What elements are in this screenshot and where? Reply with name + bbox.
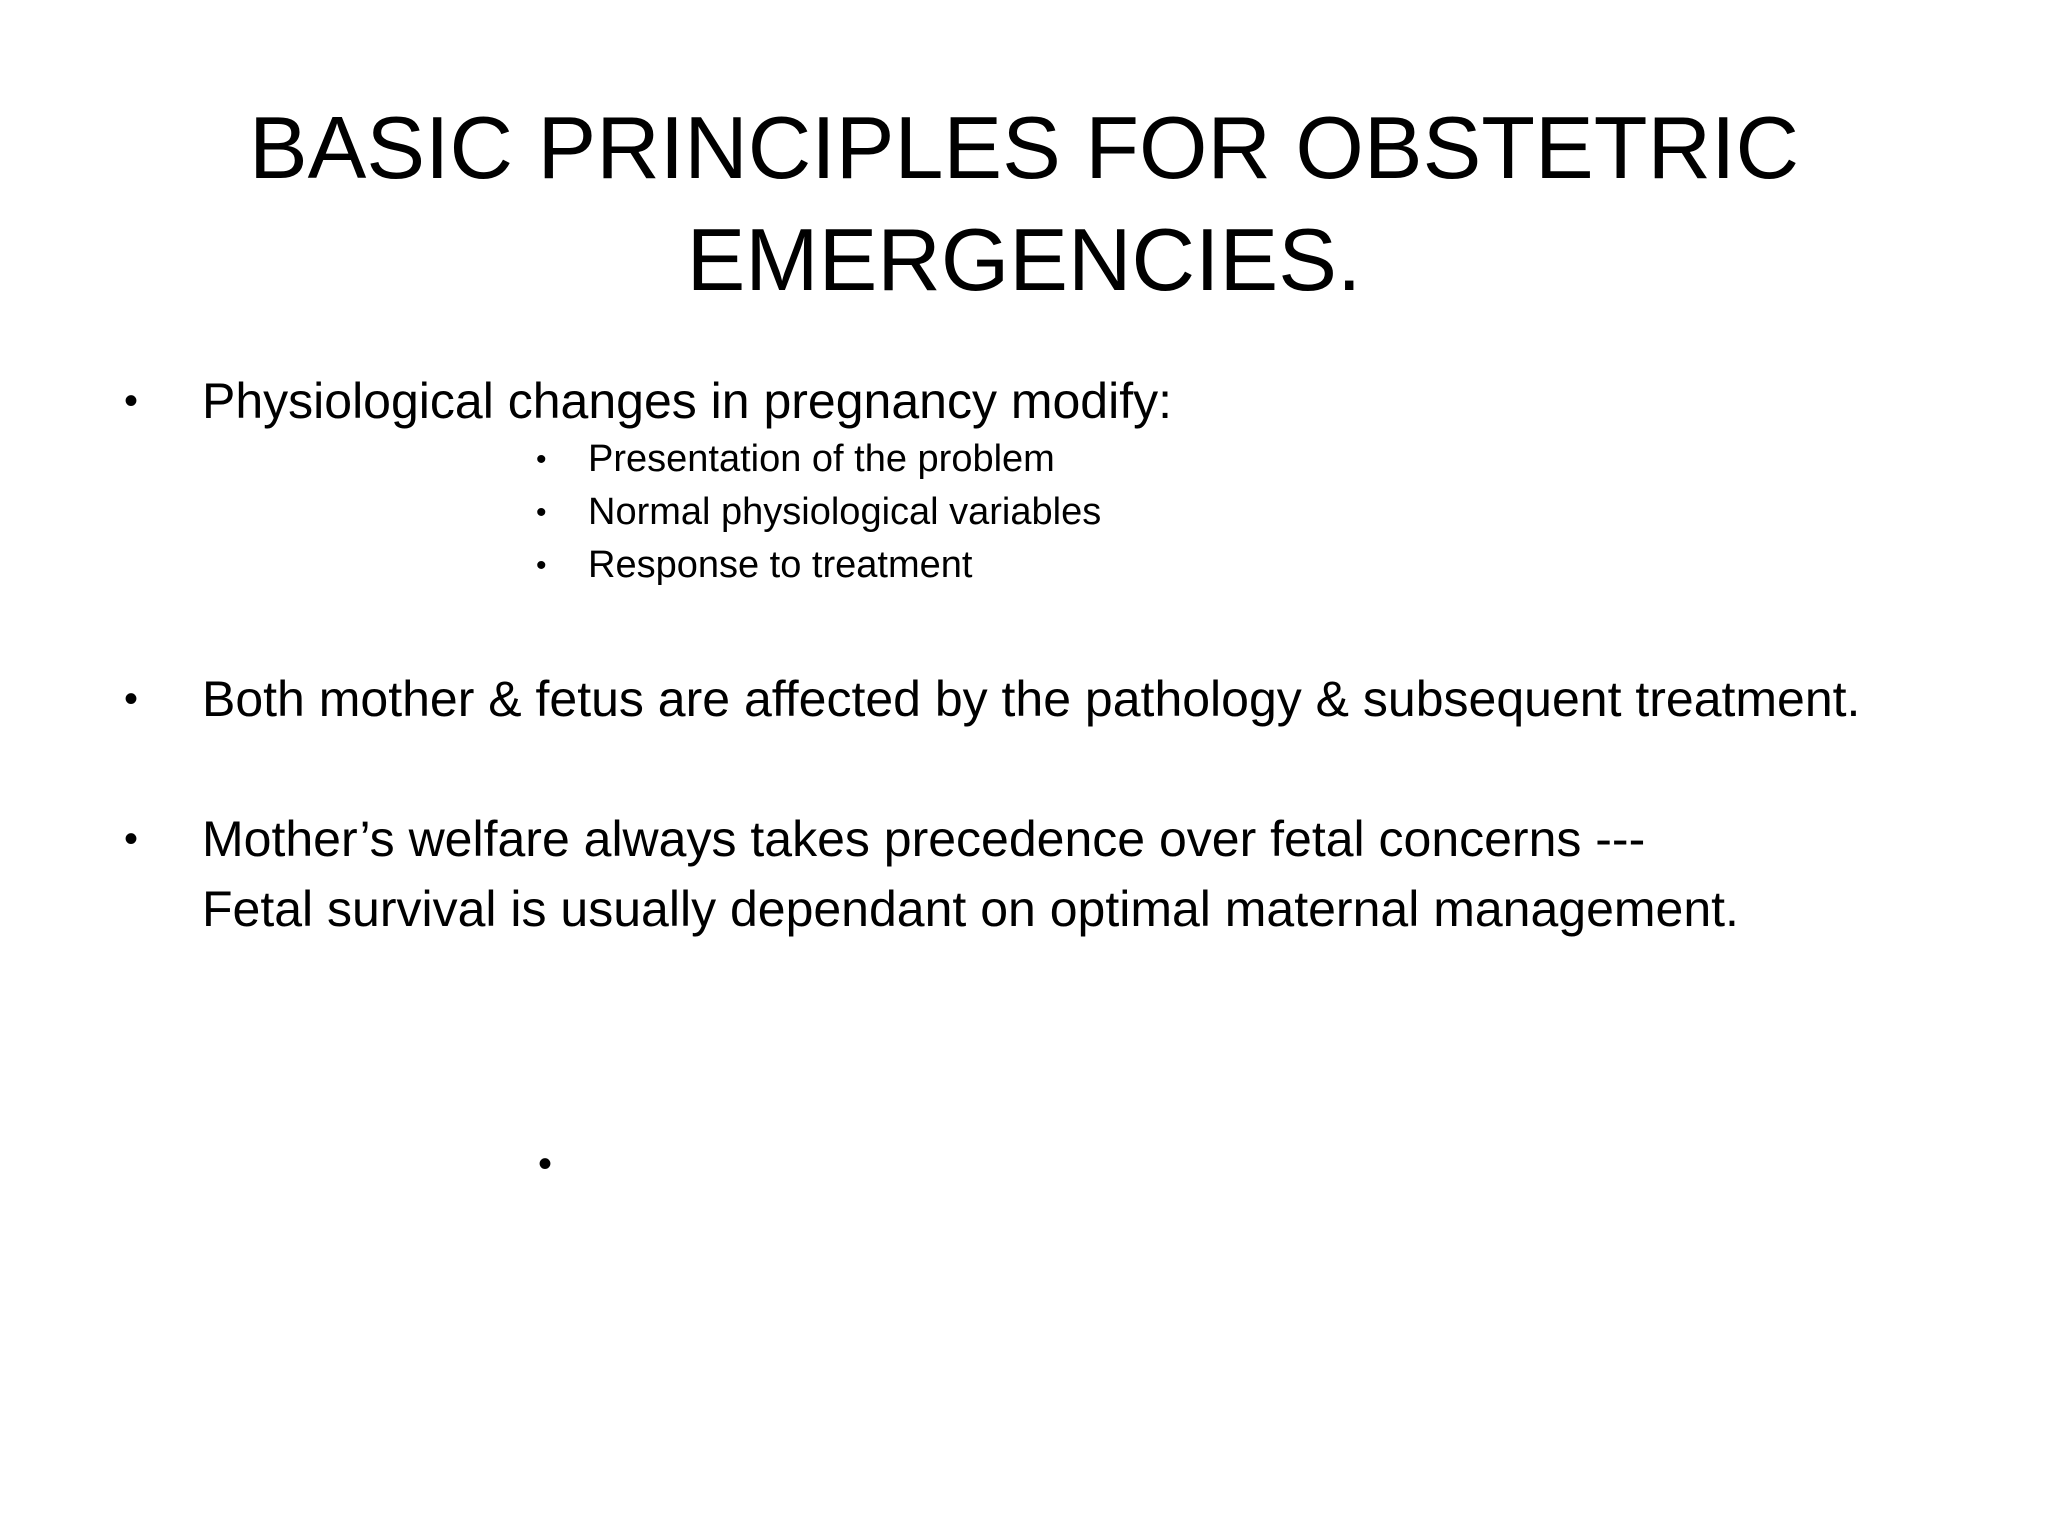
slide-title	[0, 92, 2048, 316]
bullet-text-line: Physiological changes in pregnancy modify:	[202, 373, 1172, 429]
bullet-text	[202, 664, 1860, 734]
slide-title-line: EMERGENCIES.	[686, 210, 1362, 309]
bullet-text-line: Both mother & fetus are affected by the pathology & subsequent treatment.	[202, 671, 1861, 727]
bullet-glyph: •	[124, 817, 139, 861]
sub-bullet-text: Normal physiological variables	[588, 491, 1102, 533]
sub-bullet-text: Response to treatment	[588, 544, 973, 586]
bullet-glyph: •	[124, 677, 139, 721]
bullet-text	[202, 366, 1172, 436]
sub-bullet-glyph: •	[536, 443, 547, 476]
bullet-text-line: Mother’s welfare always takes precedence over fetal concerns ---	[202, 811, 1646, 867]
sub-bullet-glyph: •	[536, 549, 547, 582]
slide-title-line: BASIC PRINCIPLES FOR OBSTETRIC	[248, 98, 1800, 197]
sub-bullet-text: Presentation of the problem	[588, 438, 1055, 480]
bullet-text	[202, 804, 1739, 944]
empty-sub-bullet: •	[538, 1142, 553, 1186]
bullet-glyph: •	[124, 379, 139, 423]
bullet-text-line: Fetal survival is usually dependant on optimal maternal management.	[202, 881, 1739, 937]
sub-bullet-glyph: •	[536, 496, 547, 529]
